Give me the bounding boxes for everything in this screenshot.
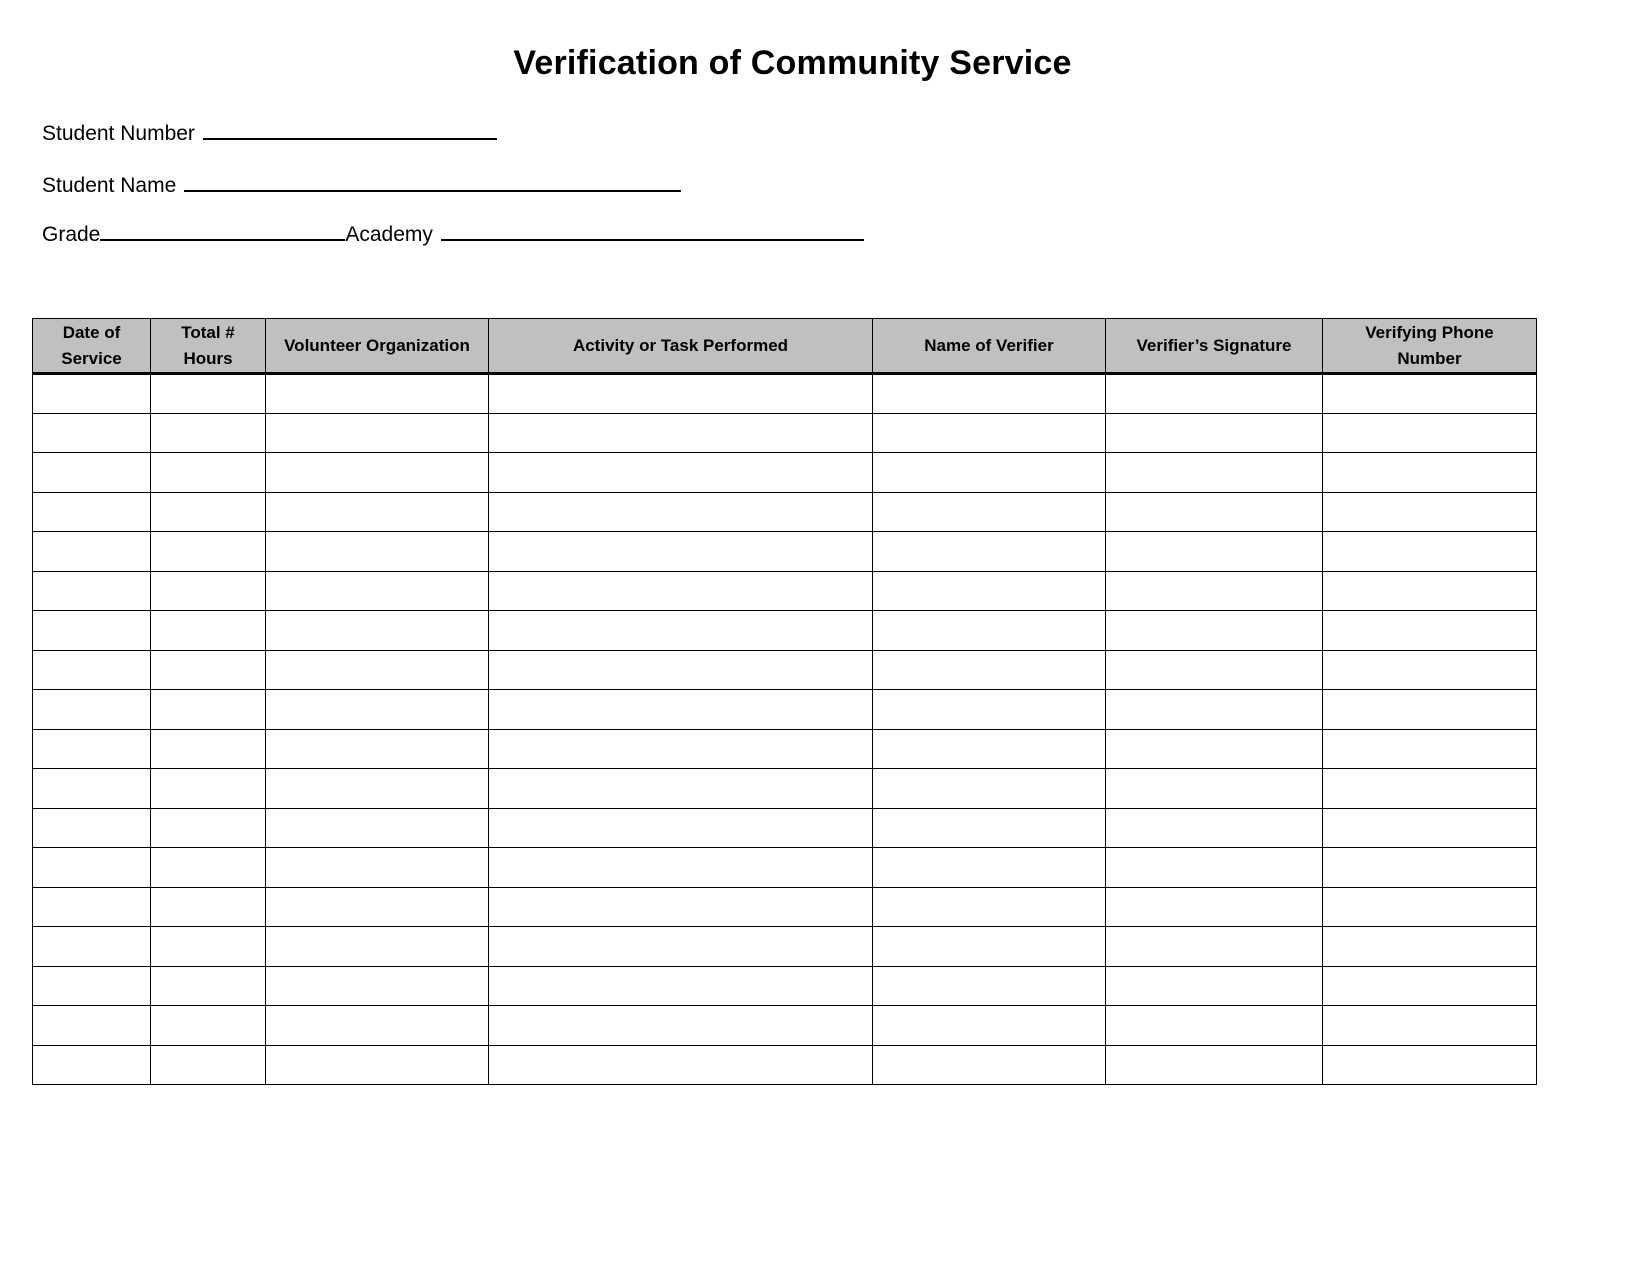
cell-date-of-service[interactable] (33, 729, 151, 769)
cell-verifiers-signature[interactable] (1106, 848, 1323, 888)
table-row (33, 453, 1537, 493)
cell-verifiers-signature[interactable] (1106, 769, 1323, 809)
column-header-name-of-verifier: Name of Verifier (873, 319, 1106, 374)
cell-total-hours[interactable] (151, 1045, 266, 1085)
page-title: Verification of Community Service (513, 44, 1072, 82)
cell-total-hours[interactable] (151, 453, 266, 493)
header-line-2: Number (1397, 348, 1462, 368)
cell-volunteer-organization[interactable] (266, 690, 489, 730)
cell-activity-or-task-performed[interactable] (489, 1006, 873, 1046)
cell-total-hours[interactable] (151, 571, 266, 611)
header-line-2: Service (61, 348, 122, 368)
header-line-2: Hours (183, 348, 233, 368)
cell-verifying-phone-number[interactable] (1323, 413, 1537, 453)
community-service-table (32, 318, 1537, 1085)
cell-total-hours[interactable] (151, 848, 266, 888)
table-row (33, 1006, 1537, 1046)
cell-date-of-service[interactable] (33, 927, 151, 967)
field-label-academy: Academy (345, 223, 433, 246)
cell-verifying-phone-number[interactable] (1323, 374, 1537, 414)
cell-date-of-service[interactable] (33, 808, 151, 848)
cell-volunteer-organization[interactable] (266, 1006, 489, 1046)
cell-name-of-verifier[interactable] (873, 769, 1106, 809)
cell-verifiers-signature[interactable] (1106, 571, 1323, 611)
table-row (33, 413, 1537, 453)
cell-activity-or-task-performed[interactable] (489, 492, 873, 532)
cell-verifiers-signature[interactable] (1106, 1006, 1323, 1046)
cell-volunteer-organization[interactable] (266, 769, 489, 809)
cell-total-hours[interactable] (151, 413, 266, 453)
cell-name-of-verifier[interactable] (873, 848, 1106, 888)
cell-date-of-service[interactable] (33, 769, 151, 809)
cell-activity-or-task-performed[interactable] (489, 611, 873, 651)
cell-verifying-phone-number[interactable] (1323, 453, 1537, 493)
cell-total-hours[interactable] (151, 966, 266, 1006)
field-student-name (42, 172, 681, 198)
cell-verifiers-signature[interactable] (1106, 966, 1323, 1006)
table-row (33, 887, 1537, 927)
cell-volunteer-organization[interactable] (266, 571, 489, 611)
table-row (33, 1045, 1537, 1085)
cell-verifying-phone-number[interactable] (1323, 887, 1537, 927)
table-body (33, 374, 1537, 1085)
cell-verifiers-signature[interactable] (1106, 532, 1323, 572)
cell-date-of-service[interactable] (33, 887, 151, 927)
cell-verifying-phone-number[interactable] (1323, 808, 1537, 848)
table-row (33, 848, 1537, 888)
cell-verifying-phone-number[interactable] (1323, 769, 1537, 809)
column-header-activity-or-task-performed: Activity or Task Performed (489, 319, 873, 374)
cell-date-of-service[interactable] (33, 413, 151, 453)
cell-activity-or-task-performed[interactable] (489, 808, 873, 848)
cell-name-of-verifier[interactable] (873, 729, 1106, 769)
cell-verifiers-signature[interactable] (1106, 453, 1323, 493)
table-row (33, 927, 1537, 967)
cell-name-of-verifier[interactable] (873, 413, 1106, 453)
student-name-input[interactable] (184, 172, 681, 192)
cell-verifying-phone-number[interactable] (1323, 650, 1537, 690)
cell-verifiers-signature[interactable] (1106, 887, 1323, 927)
cell-verifiers-signature[interactable] (1106, 374, 1323, 414)
cell-activity-or-task-performed[interactable] (489, 729, 873, 769)
table-row (33, 808, 1537, 848)
cell-volunteer-organization[interactable] (266, 729, 489, 769)
cell-verifying-phone-number[interactable] (1323, 927, 1537, 967)
cell-date-of-service[interactable] (33, 966, 151, 1006)
cell-name-of-verifier[interactable] (873, 532, 1106, 572)
cell-verifiers-signature[interactable] (1106, 690, 1323, 730)
column-header-volunteer-organization: Volunteer Organization (266, 319, 489, 374)
cell-name-of-verifier[interactable] (873, 374, 1106, 414)
academy-input[interactable] (441, 221, 864, 241)
cell-name-of-verifier[interactable] (873, 808, 1106, 848)
cell-name-of-verifier[interactable] (873, 453, 1106, 493)
cell-verifiers-signature[interactable] (1106, 729, 1323, 769)
cell-date-of-service[interactable] (33, 611, 151, 651)
cell-volunteer-organization[interactable] (266, 927, 489, 967)
cell-volunteer-organization[interactable] (266, 611, 489, 651)
cell-date-of-service[interactable] (33, 1045, 151, 1085)
cell-date-of-service[interactable] (33, 571, 151, 611)
cell-verifiers-signature[interactable] (1106, 413, 1323, 453)
table-row (33, 729, 1537, 769)
cell-verifying-phone-number[interactable] (1323, 729, 1537, 769)
table-row (33, 690, 1537, 730)
cell-verifiers-signature[interactable] (1106, 808, 1323, 848)
table-row (33, 611, 1537, 651)
cell-verifiers-signature[interactable] (1106, 611, 1323, 651)
cell-date-of-service[interactable] (33, 650, 151, 690)
cell-activity-or-task-performed[interactable] (489, 1045, 873, 1085)
cell-total-hours[interactable] (151, 1006, 266, 1046)
cell-name-of-verifier[interactable] (873, 1045, 1106, 1085)
cell-activity-or-task-performed[interactable] (489, 769, 873, 809)
grade-input[interactable] (100, 221, 345, 241)
cell-name-of-verifier[interactable] (873, 887, 1106, 927)
cell-verifying-phone-number[interactable] (1323, 1006, 1537, 1046)
cell-volunteer-organization[interactable] (266, 492, 489, 532)
cell-activity-or-task-performed[interactable] (489, 413, 873, 453)
cell-total-hours[interactable] (151, 611, 266, 651)
cell-verifiers-signature[interactable] (1106, 927, 1323, 967)
cell-date-of-service[interactable] (33, 453, 151, 493)
cell-volunteer-organization[interactable] (266, 650, 489, 690)
cell-activity-or-task-performed[interactable] (489, 650, 873, 690)
table-row (33, 374, 1537, 414)
table-header-row (33, 319, 1537, 374)
cell-name-of-verifier[interactable] (873, 611, 1106, 651)
cell-volunteer-organization[interactable] (266, 413, 489, 453)
cell-verifying-phone-number[interactable] (1323, 690, 1537, 730)
cell-total-hours[interactable] (151, 690, 266, 730)
cell-total-hours[interactable] (151, 927, 266, 967)
cell-volunteer-organization[interactable] (266, 453, 489, 493)
column-header-date-of-service (33, 319, 151, 374)
cell-verifiers-signature[interactable] (1106, 650, 1323, 690)
header-line-1: Date of (62, 322, 121, 342)
column-header-verifiers-signature: Verifier’s Signature (1106, 319, 1323, 374)
cell-verifiers-signature[interactable] (1106, 1045, 1323, 1085)
cell-total-hours[interactable] (151, 650, 266, 690)
cell-verifying-phone-number[interactable] (1323, 611, 1537, 651)
cell-total-hours[interactable] (151, 808, 266, 848)
cell-activity-or-task-performed[interactable] (489, 571, 873, 611)
cell-date-of-service[interactable] (33, 492, 151, 532)
cell-total-hours[interactable] (151, 887, 266, 927)
cell-volunteer-organization[interactable] (266, 532, 489, 572)
student-number-input[interactable] (203, 120, 497, 140)
cell-name-of-verifier[interactable] (873, 690, 1106, 730)
cell-verifiers-signature[interactable] (1106, 492, 1323, 532)
cell-activity-or-task-performed[interactable] (489, 848, 873, 888)
header-line-1: Total # (181, 322, 235, 342)
table-row (33, 492, 1537, 532)
cell-activity-or-task-performed[interactable] (489, 887, 873, 927)
field-grade-academy (42, 221, 864, 247)
table-row (33, 769, 1537, 809)
column-header-total-hours (151, 319, 266, 374)
cell-total-hours[interactable] (151, 532, 266, 572)
cell-verifying-phone-number[interactable] (1323, 1045, 1537, 1085)
cell-verifying-phone-number[interactable] (1323, 848, 1537, 888)
cell-verifying-phone-number[interactable] (1323, 966, 1537, 1006)
cell-date-of-service[interactable] (33, 1006, 151, 1046)
cell-activity-or-task-performed[interactable] (489, 927, 873, 967)
cell-activity-or-task-performed[interactable] (489, 690, 873, 730)
cell-verifying-phone-number[interactable] (1323, 571, 1537, 611)
cell-total-hours[interactable] (151, 729, 266, 769)
cell-volunteer-organization[interactable] (266, 1045, 489, 1085)
cell-verifying-phone-number[interactable] (1323, 492, 1537, 532)
cell-total-hours[interactable] (151, 769, 266, 809)
cell-name-of-verifier[interactable] (873, 492, 1106, 532)
cell-date-of-service[interactable] (33, 690, 151, 730)
cell-activity-or-task-performed[interactable] (489, 966, 873, 1006)
header-line-1: Verifying Phone (1365, 322, 1494, 342)
cell-volunteer-organization[interactable] (266, 887, 489, 927)
cell-name-of-verifier[interactable] (873, 1006, 1106, 1046)
field-label-grade: Grade (42, 223, 101, 246)
table-row (33, 650, 1537, 690)
cell-volunteer-organization[interactable] (266, 966, 489, 1006)
cell-date-of-service[interactable] (33, 532, 151, 572)
cell-volunteer-organization[interactable] (266, 374, 489, 414)
table-row (33, 571, 1537, 611)
cell-name-of-verifier[interactable] (873, 927, 1106, 967)
cell-volunteer-organization[interactable] (266, 808, 489, 848)
cell-total-hours[interactable] (151, 492, 266, 532)
cell-activity-or-task-performed[interactable] (489, 532, 873, 572)
column-header-verifying-phone-number (1323, 319, 1537, 374)
cell-date-of-service[interactable] (33, 848, 151, 888)
table-row (33, 966, 1537, 1006)
cell-name-of-verifier[interactable] (873, 966, 1106, 1006)
cell-date-of-service[interactable] (33, 374, 151, 414)
table-row (33, 532, 1537, 572)
field-label-student-number: Student Number (42, 122, 195, 145)
field-student-number (42, 120, 497, 146)
cell-activity-or-task-performed[interactable] (489, 453, 873, 493)
cell-name-of-verifier[interactable] (873, 650, 1106, 690)
cell-total-hours[interactable] (151, 374, 266, 414)
cell-name-of-verifier[interactable] (873, 571, 1106, 611)
cell-verifying-phone-number[interactable] (1323, 532, 1537, 572)
cell-activity-or-task-performed[interactable] (489, 374, 873, 414)
field-label-student-name: Student Name (42, 174, 177, 197)
cell-volunteer-organization[interactable] (266, 848, 489, 888)
